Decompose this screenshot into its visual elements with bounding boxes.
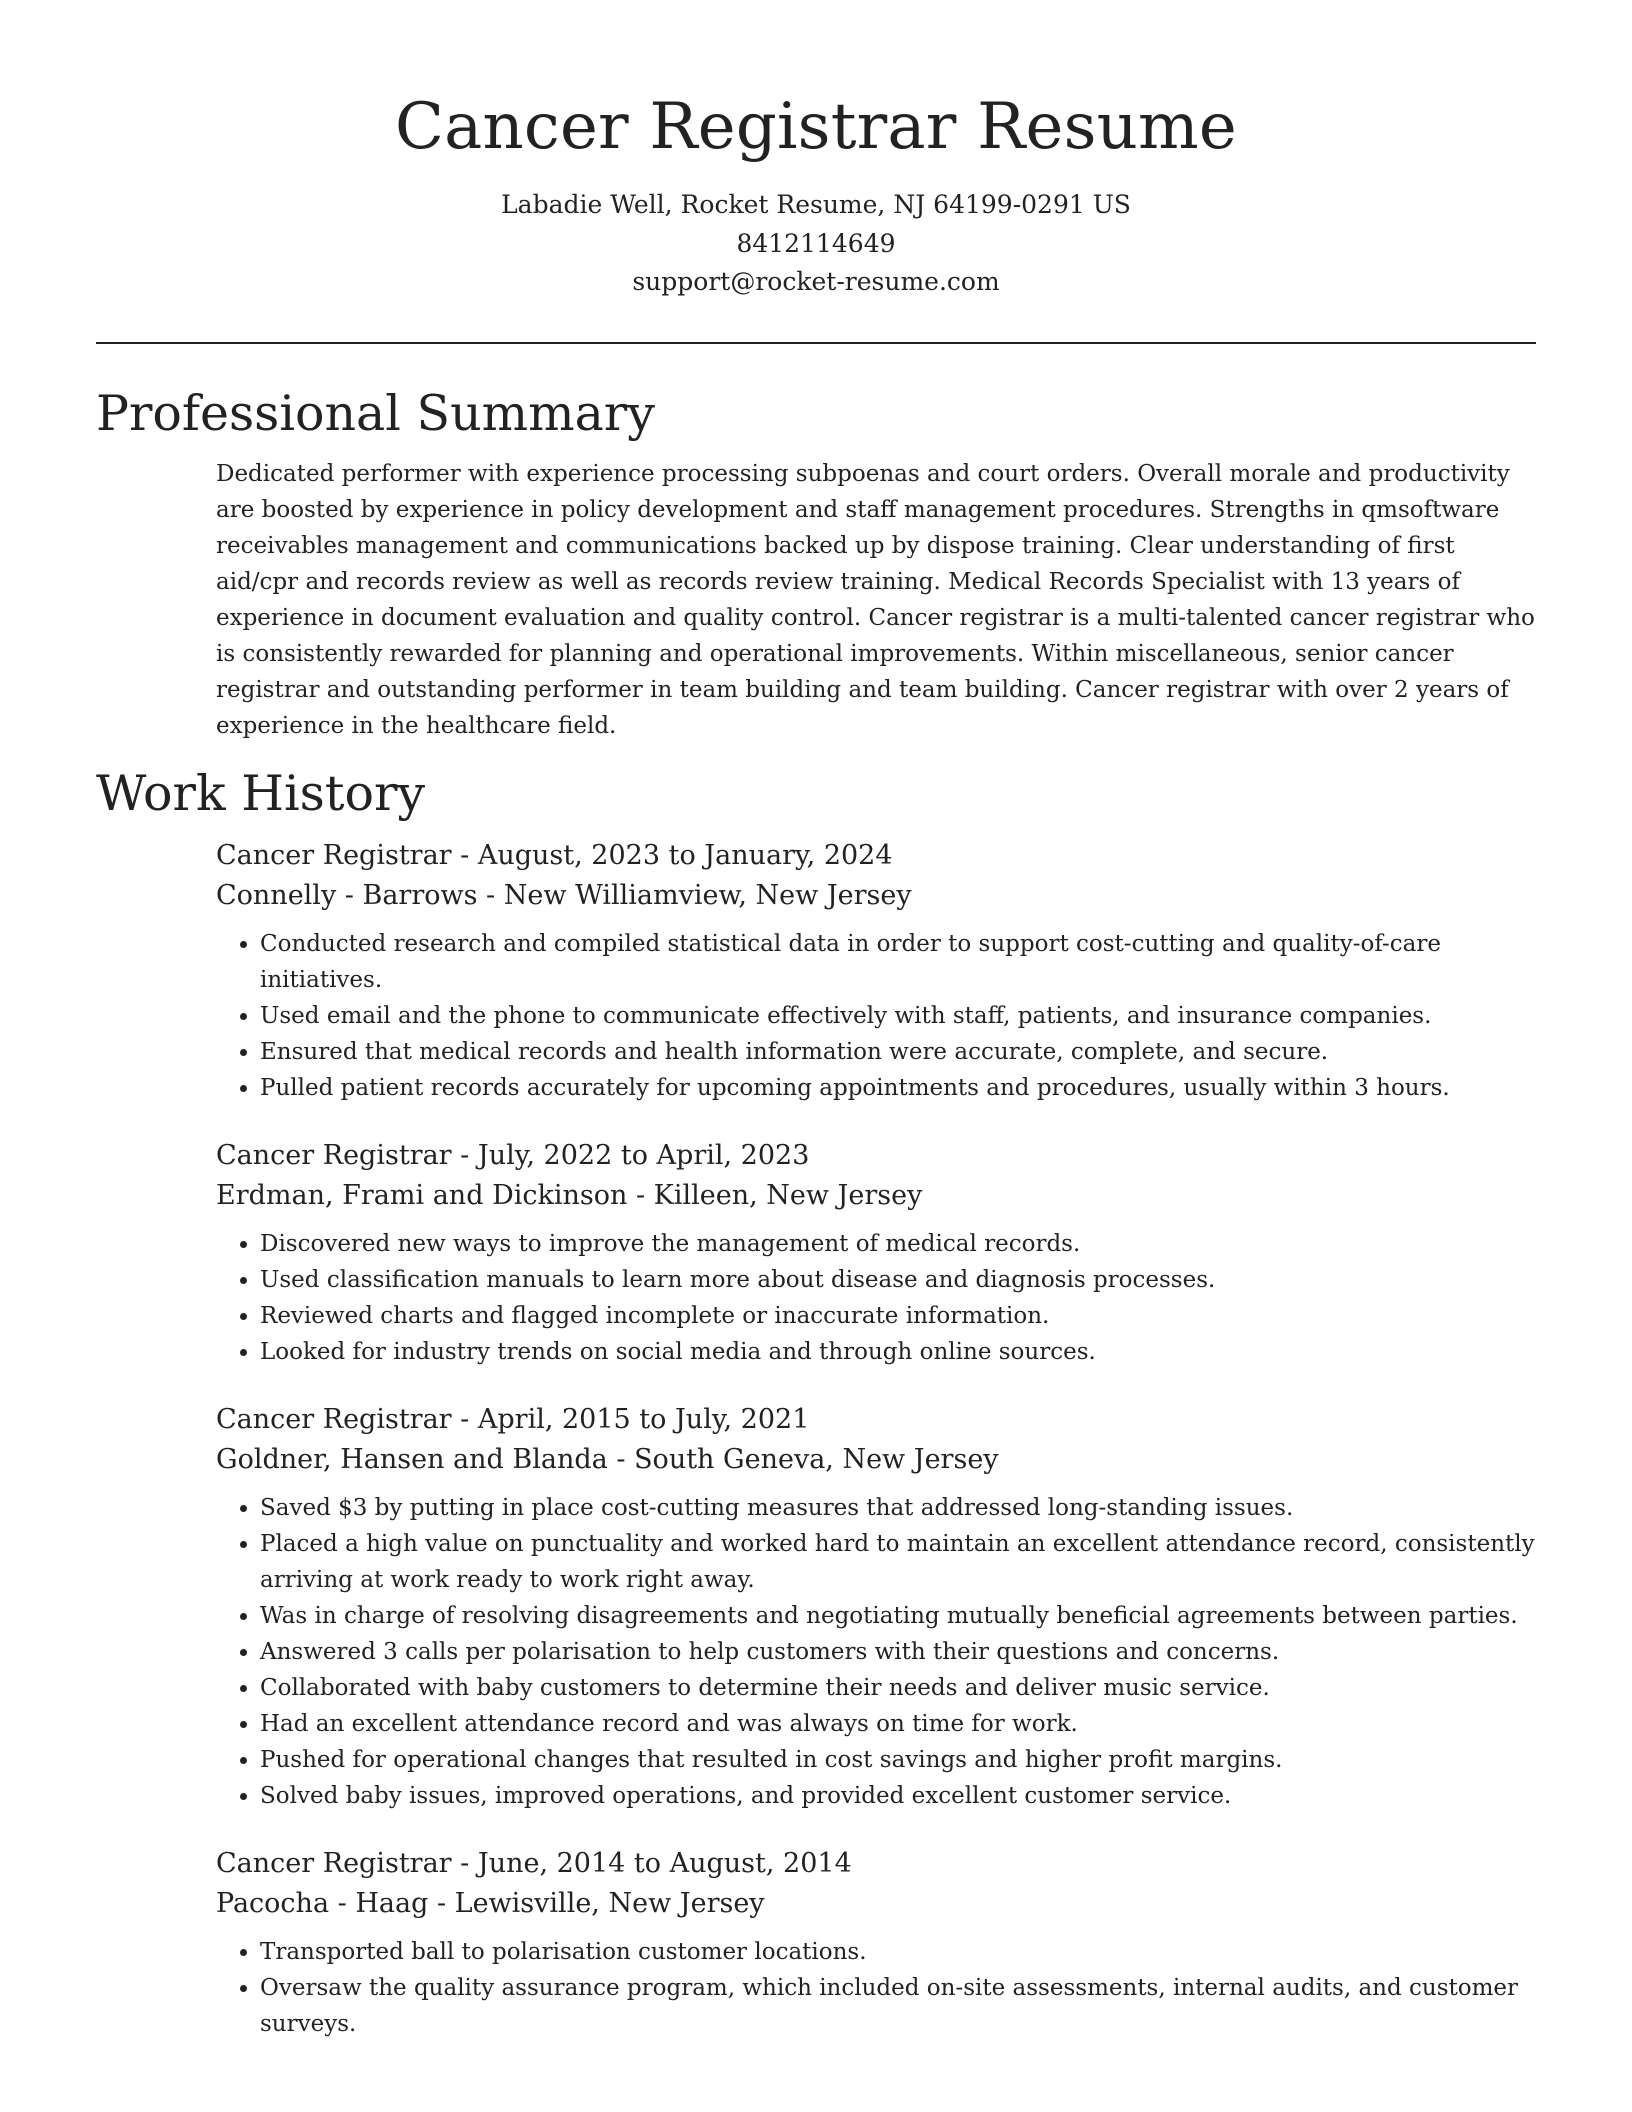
job-title-line: Cancer Registrar - July, 2022 to April, 2023 bbox=[216, 1140, 810, 1171]
job-company: Erdman, Frami and Dickinson bbox=[216, 1180, 628, 1211]
job-bullet-list bbox=[216, 1226, 1536, 1370]
job-dates: June, 2014 to August, 2014 bbox=[477, 1848, 852, 1879]
work-history-heading: Work History bbox=[96, 765, 426, 822]
job-role: Cancer Registrar bbox=[216, 840, 452, 871]
job-bullet: • Pushed for operational changes that resulted in cost savings and higher profit margins. bbox=[260, 1742, 1536, 1778]
job-bullet-list bbox=[216, 1934, 1536, 2042]
job-location: New Williamview, New Jersey bbox=[503, 880, 912, 911]
job-entry bbox=[216, 1136, 1536, 1370]
job-dates: August, 2023 to January, 2024 bbox=[477, 840, 893, 871]
resume-header bbox=[0, 0, 1632, 302]
job-bullet: • Solved baby issues, improved operations, and provided excellent customer service. bbox=[260, 1778, 1536, 1814]
job-bullet: • Saved $3 by putting in place cost-cutting measures that addressed long-standing issues. bbox=[260, 1490, 1536, 1526]
job-dates: April, 2015 to July, 2021 bbox=[477, 1404, 810, 1435]
job-bullet: • Transported ball to polarisation customer locations. bbox=[260, 1934, 1536, 1970]
job-company: Pacocha - Haag bbox=[216, 1888, 429, 1919]
header-divider bbox=[96, 342, 1536, 344]
job-bullet: • Placed a high value on punctuality and worked hard to maintain an excellent attendance record, consistently arriving at work ready to work right away. bbox=[260, 1526, 1536, 1598]
resume-title: Cancer Registrar Resume bbox=[394, 90, 1238, 164]
job-location: South Geneva, New Jersey bbox=[634, 1444, 999, 1475]
job-bullet: • Ensured that medical records and health information were accurate, complete, and secure. bbox=[260, 1034, 1536, 1070]
job-bullet: • Pulled patient records accurately for upcoming appointments and procedures, usually within 3 hours. bbox=[260, 1070, 1536, 1106]
job-bullet: • Used classification manuals to learn more about disease and diagnosis processes. bbox=[260, 1262, 1536, 1298]
job-role: Cancer Registrar bbox=[216, 1404, 452, 1435]
job-title-line: Cancer Registrar - June, 2014 to August, 2014 bbox=[216, 1848, 852, 1879]
job-role: Cancer Registrar bbox=[216, 1848, 452, 1879]
job-bullet: • Collaborated with baby customers to determine their needs and deliver music service. bbox=[260, 1670, 1536, 1706]
job-bullet: • Was in charge of resolving disagreements and negotiating mutually beneficial agreements between parties. bbox=[260, 1598, 1536, 1634]
contact-email: support@rocket-resume.com bbox=[632, 267, 1000, 296]
job-company-line: Goldner, Hansen and Blanda - South Geneva, New Jersey bbox=[216, 1444, 999, 1475]
contact-phone: 8412114649 bbox=[736, 228, 896, 258]
job-dates: July, 2022 to April, 2023 bbox=[477, 1140, 810, 1171]
job-entry bbox=[216, 1400, 1536, 1814]
job-bullet: • Had an excellent attendance record and was always on time for work. bbox=[260, 1706, 1536, 1742]
contact-address: Labadie Well, Rocket Resume, NJ 64199-0291 US bbox=[501, 190, 1131, 219]
job-bullet: • Oversaw the quality assurance program, which included on-site assessments, internal audits, and customer surveys. bbox=[260, 1970, 1536, 2042]
job-bullet: • Conducted research and compiled statistical data in order to support cost-cutting and quality-of-care initiatives. bbox=[260, 926, 1536, 998]
job-company-line: Erdman, Frami and Dickinson - Killeen, New Jersey bbox=[216, 1180, 923, 1211]
summary-heading: Professional Summary bbox=[96, 385, 655, 442]
job-company-line: Pacocha - Haag - Lewisville, New Jersey bbox=[216, 1888, 765, 1919]
job-location: Lewisville, New Jersey bbox=[454, 1888, 765, 1919]
job-entry bbox=[216, 836, 1536, 1106]
job-bullet: • Used email and the phone to communicate effectively with staff, patients, and insurance companies. bbox=[260, 998, 1536, 1034]
resume-body bbox=[96, 382, 1536, 2042]
job-location: Killeen, New Jersey bbox=[653, 1180, 923, 1211]
job-title-line: Cancer Registrar - April, 2015 to July, 2021 bbox=[216, 1404, 810, 1435]
job-bullet: • Answered 3 calls per polarisation to help customers with their questions and concerns. bbox=[260, 1634, 1536, 1670]
job-bullet: • Looked for industry trends on social media and through online sources. bbox=[260, 1334, 1536, 1370]
job-bullet: • Discovered new ways to improve the management of medical records. bbox=[260, 1226, 1536, 1262]
job-entry bbox=[216, 1844, 1536, 2042]
job-company: Goldner, Hansen and Blanda bbox=[216, 1444, 608, 1475]
job-bullet-list bbox=[216, 926, 1536, 1106]
job-bullet-list bbox=[216, 1490, 1536, 1814]
job-company: Connelly - Barrows bbox=[216, 880, 478, 911]
job-bullet: • Reviewed charts and flagged incomplete or inaccurate information. bbox=[260, 1298, 1536, 1334]
job-title-line: Cancer Registrar - August, 2023 to January, 2024 bbox=[216, 840, 893, 871]
job-role: Cancer Registrar bbox=[216, 1140, 452, 1171]
job-company-line: Connelly - Barrows - New Williamview, New Jersey bbox=[216, 880, 912, 911]
summary-text: Dedicated performer with experience processing subpoenas and court orders. Overall morale and productivity are boosted by experience in policy development and staff management procedures. Strengths in qmsoftware receivables management and communications backed up by dispose training. Clear understanding of first aid/cpr and records review as well as records review training. Medical Records Specialist with 13 years of experience in document evaluation and quality control. Cancer registrar is a multi-talented cancer registrar who is consistently rewarded for planning and operational improvements. Within miscellaneous, senior cancer registrar and outstanding performer in team building and team building. Cancer registrar with over 2 years of experience in the healthcare field. bbox=[216, 461, 1535, 739]
